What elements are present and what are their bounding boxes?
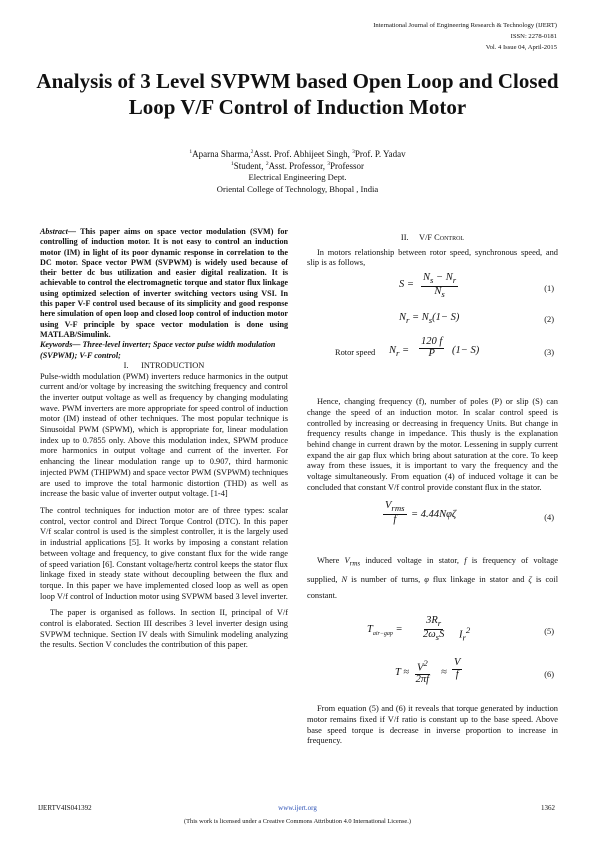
paper-title: Analysis of 3 Level SVPWM based Open Loop and Closed Loop V/F Control of Induction Motor [36, 69, 559, 119]
journal-header [373, 20, 557, 53]
author-roles: $^1$Student, $^2$Asst. Professor, $^3$Professor [231, 161, 364, 171]
keywords: Keywords— Three-level inverter; Space vector pulse width modulation (SVPWM); V-F control; [40, 340, 276, 360]
left-column [40, 227, 288, 651]
vf-paragraph-3: Where $V_{rms}$ induced voltage in stator, f is frequency of voltage supplied, N is number of turns, φ flux linkage in stator and ζ is coil constant. [307, 556, 559, 601]
equation-5: $T_{air-gap}$ = $3R_r$ $2\omega_sS$ $I_r^2$ (5) [367, 615, 554, 643]
college: Oriental College of Technology, Bhopal , India [216, 184, 379, 194]
abstract-label: Abstract [40, 227, 68, 236]
journal-name: International Journal of Engineering Research & Technology (IJERT) [373, 22, 557, 29]
equation-6: T ≈ $\frac{V^2}{2\pi f}$ ≈ $\frac{V}{f}$ (6) [395, 657, 554, 686]
vf-paragraph-1: In motors relationship between rotor speed, synchronous speed, and slip is as follows, [307, 247, 558, 268]
intro-paragraph-3: The paper is organised as follows. In section II, principal of V/f control is elaborated. Section III describes 3 level inverter design using SVPWM technique. Section IV deals with Simulink modeling analyzing the results. Section V concludes the contribution of this paper. [40, 608, 288, 650]
issn: ISSN: 2278-0181 [510, 33, 557, 40]
equation-1: S = $\frac{N_s - N_r}{N_s}$ (1) [399, 272, 554, 299]
vf-paragraph-4: From equation (5) and (6) it reveals that torque generated by induction motor remains fixed if V/f ratio is constant up to the base speed. Above base speed torque is decrease in inverse proportion to increase in frequency. [307, 704, 558, 746]
footer-license: (This work is licensed under a Creative Commons Attribution 4.0 International License.) [184, 818, 411, 825]
equation-4: $V_{rms}$ f = 4.44Nφζ (4) [385, 500, 554, 526]
footer-paper-id: IJERTV4IS041392 [38, 804, 92, 812]
abstract: Abstract— This paper aims on space vector modulation (SVM) for controlling of induction motor. It is not easy to control an induction motor (IM) in light of its poor dynamic response in correlation to the DC motor. Space vector PWM (SVPWM) is widely used because of their better dc bus utilization and easier digital realization. It is achievable to control the electromagnetic torque and stator flux linkage using optimized selection of inverter switching vectors using VSI. In this paper V-F control used because of its simplicity and good response here simulation of open loop and closed loop control of induction motor using V-F principle by space vector modulation is done using MATLAB/Simulink. [40, 227, 288, 339]
intro-paragraph-1: Pulse-width modulation (PWM) inverters reduce harmonics in the output current and/or voltage by increasing the switching frequency and control the inverter output voltage as well as frequency by changing modulating wave. PWM inverters are more appropriate for speed control of induction motor (IM) instead of other techniques. The most popular technique is Sinusoidal PWM (SPWM), which is appropriate for, linear modulation index up to 0.7855 only. Above this modulation index, SPWM produce more harmonics in output voltage and current of the inverter. For enhancing the linear modulation range up to 0.907, third harmonic injected PWM (THIPWM) and space vector PWM (SVPWM) techniques are used to improve the total harmonic distortion (THD) as well as increase the basic value of inverter output voltage. [1-4] [40, 371, 288, 499]
section-heading-intro: I. INTRODUCTION [123, 360, 205, 370]
department: Electrical Engineering Dept. [248, 172, 347, 182]
equation-3: Rotor speed $N_r$ = $\frac{120 f}{P}$ (1− S) (3) [335, 336, 554, 359]
footer-page-number: 1362 [541, 804, 555, 812]
right-column [307, 233, 558, 747]
footer-website-link[interactable]: www.ijert.org [278, 804, 317, 812]
volume: Vol. 4 Issue 04, April-2015 [485, 44, 557, 51]
section-heading-vf: II. V/F Control [400, 233, 465, 242]
equation-2: $N_r = N_s(1- S)$ (2) [399, 312, 554, 326]
intro-paragraph-2: The control techniques for induction motor are of three types: scalar control, vector control and Direct Torque Control (DTC). In this paper V/f scalar control is used is the simplest controller, it is the largely used in industrial applications [5]. It works by imposing a constant relation between voltage and frequency, to give constant flux for the wide range of speed variation [6]. Constant voltage/hertz control keeps the stator flux linkage fixed in steady state without decoupling between the flux and torque. In this paper we have implemented closed loop as well as open loop V/f control of Induction motor using SVPWM based 3 level inverter. [40, 506, 288, 601]
author-names: $^1$Aparna Sharma,$^2$Asst. Prof. Abhijeet Singh, $^3$Prof. P. Yadav [189, 149, 406, 159]
vf-paragraph-2: Hence, changing frequency (f), number of poles (P) or slip (S) can change the speed of an induction motor. In scalar control speed is controlled by increasing or decreasing in frequency Units. But change in frequency results change in impedance. This thusly is the explanation behind change in current drawn by the motor. Lessening in supply current expand the air gap flux which bring about saturation at the core. To keep away from these issues, it is important to vary the frequency and the voltage simultaneously. From equation (4) of induced voltage it can be concluded that constant V/f control provide constant flux in the stator. [307, 397, 558, 492]
